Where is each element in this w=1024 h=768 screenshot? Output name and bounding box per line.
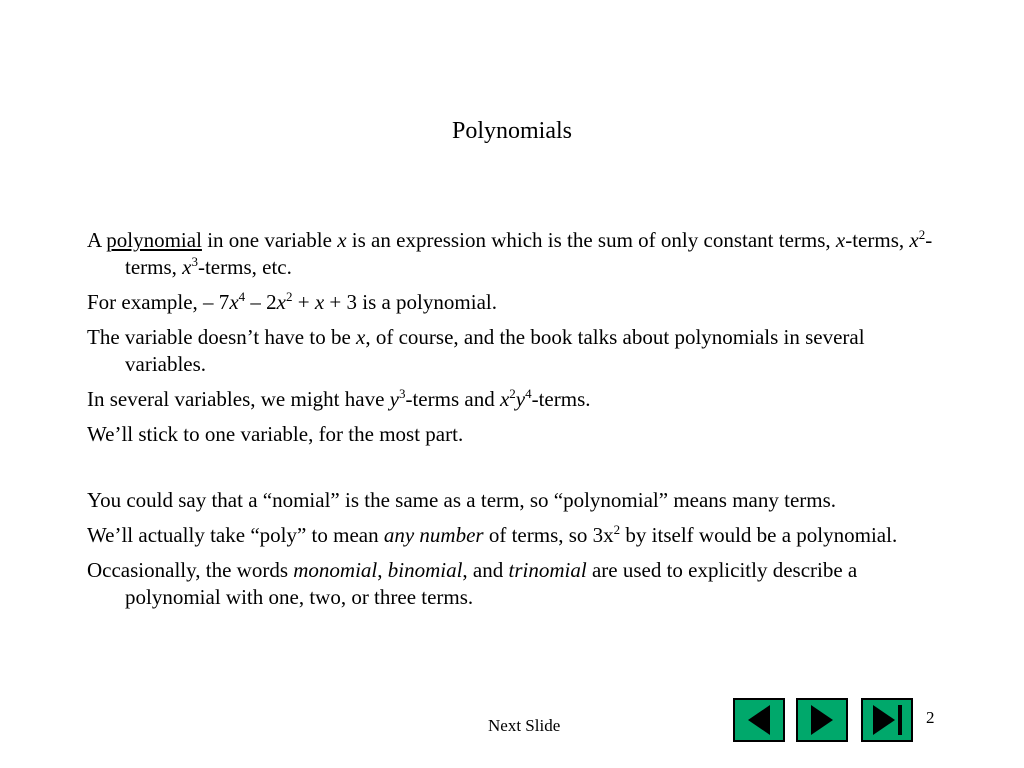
slide-title: Polynomials [451, 118, 572, 144]
paragraph-one-variable: We’ll stick to one variable, for the most part. [87, 422, 464, 446]
triangle-right-icon [798, 700, 846, 740]
paragraph-example: For example, – $7x^4 - 2x^2 + x + 3$ is a polynomial. [87, 289, 497, 314]
polynomial-term: polynomial [106, 228, 202, 252]
last-slide-button[interactable] [861, 698, 913, 742]
last-slide-icon [863, 700, 911, 740]
paragraph-definition: A polynomial in one variable x is an expression which is the sum of only constant terms, x-terms, $x^2$-terms, $x^3$-terms, etc. [87, 227, 933, 279]
previous-slide-button[interactable] [733, 698, 785, 742]
paragraph-gap [87, 456, 947, 487]
paragraph-nomial: You could say that a “nomial” is the same as a term, so “polynomial” means many terms. [87, 488, 837, 512]
next-slide-link[interactable]: Next Slide [488, 716, 561, 735]
page-number: 2 [926, 708, 935, 727]
paragraph-variable: The variable doesn’t have to be x, of course, and the book talks about polynomials in several variables. [87, 325, 865, 376]
paragraph-monomial: Occasionally, the words monomial, binomial, and trinomial are used to explicitly describe a polynomial with one, two, or three terms. [87, 558, 858, 609]
paragraph-several-variables: In several variables, we might have $y^3$-terms and $x^2y^4$-terms. [87, 386, 591, 411]
slide-body [87, 227, 947, 619]
paragraph-any-number: We’ll actually take “poly” to mean any number of terms, so $3x^2$ by itself would be a polynomial. [87, 522, 898, 547]
triangle-left-icon [735, 700, 783, 740]
next-slide-button[interactable] [796, 698, 848, 742]
